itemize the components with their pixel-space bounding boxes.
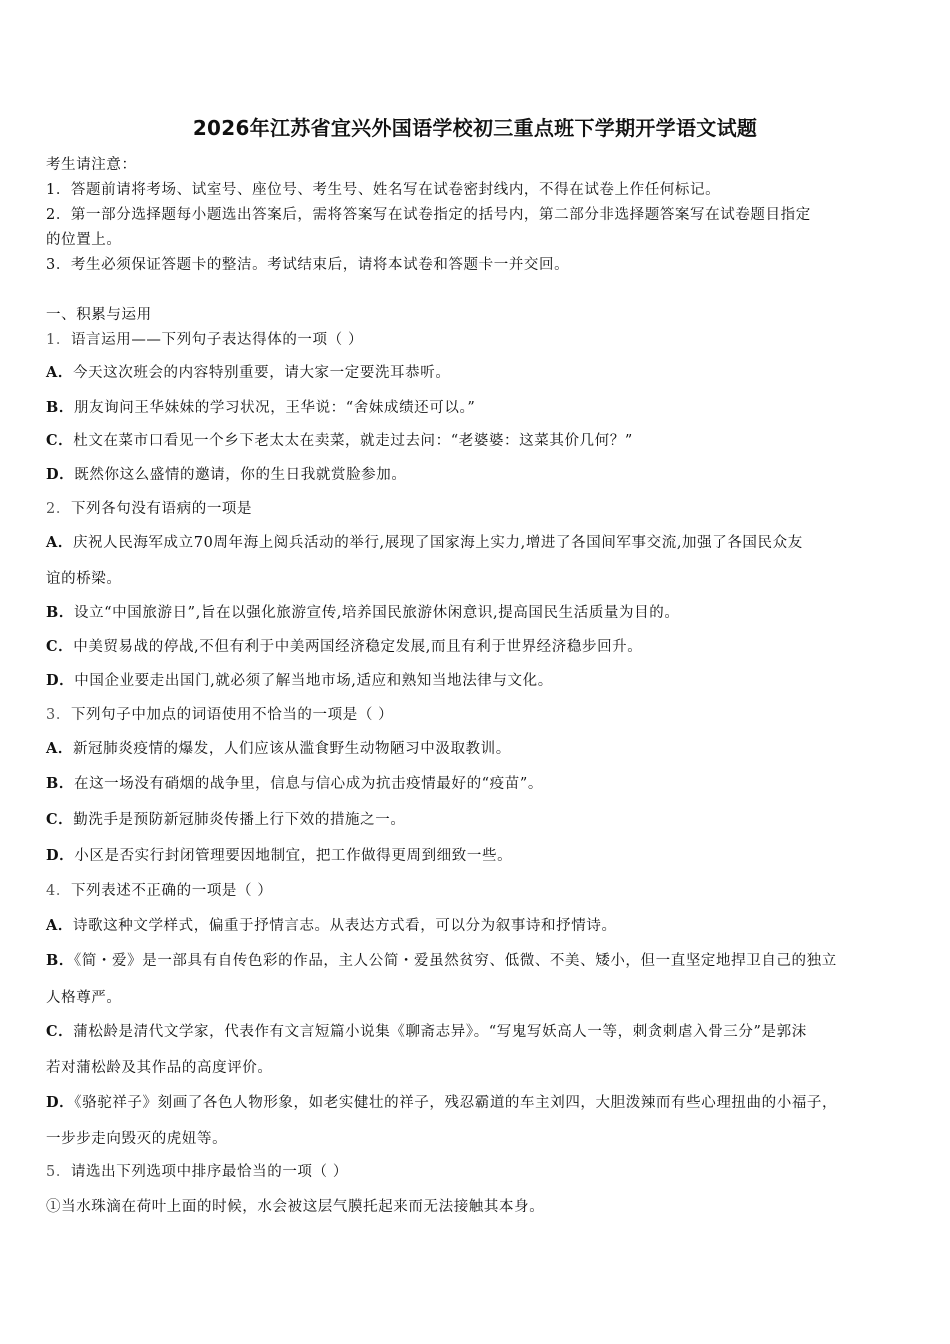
option-label: B． (46, 399, 74, 416)
option-label: C． (46, 432, 74, 449)
question-1-stem (46, 328, 363, 349)
question-text: 下列句子中加点的词语使用不恰当的一项是（ ） (70, 707, 394, 723)
q4-option-d[interactable] (46, 1091, 837, 1112)
option-label: D． (46, 1094, 75, 1111)
q5-sentence-1: ①当水珠滴在荷叶上面的时候，水会被这层气膜托起来而无法接触其本身。 (46, 1199, 545, 1215)
page-title: 2026年江苏省宜兴外国语学校初三重点班下学期开学语文试题 (192, 116, 758, 140)
option-label: D． (46, 847, 75, 864)
option-text: 新冠肺炎疫情的爆发，人们应该从滥食野生动物陋习中汲取教训。 (72, 741, 511, 757)
option-text: 既然你这么盛情的邀请，你的生日我就赏脸参加。 (74, 467, 407, 483)
notice-line-3: 3．考生必须保证答题卡的整洁。考试结束后，请将本试卷和答题卡一并交回。 (46, 257, 570, 273)
option-label: D． (46, 672, 75, 689)
q3-option-d[interactable] (46, 844, 512, 865)
option-label: A． (46, 917, 73, 934)
q2-option-b[interactable] (46, 601, 679, 622)
question-text: 请选出下列选项中排序最恰当的一项（ ） (70, 1164, 348, 1180)
q4-option-c[interactable] (46, 1020, 807, 1041)
option-text: 杜文在菜市口看见一个乡下老太太在卖菜，就走过去问：“老婆婆：这菜其价几何？” (73, 433, 633, 449)
notice-line-2: 2．第一部分选择题每小题选出答案后，需将答案写在试卷指定的括号内，第二部分非选择题答案写在试卷题目指定 (46, 207, 811, 223)
q2-option-a[interactable] (46, 531, 803, 552)
option-text: 今天这次班会的内容特别重要，请大家一定要洗耳恭听。 (72, 365, 451, 381)
question-4-stem (46, 879, 272, 900)
option-text: 《简・爱》是一部具有自传色彩的作品，主人公简・爱虽然贫穷、低微、不美、矮小，但一直坚定地捍卫自己的独立 (73, 953, 837, 969)
q1-option-b[interactable] (46, 396, 475, 417)
question-text: 下列表述不正确的一项是（ ） (70, 883, 273, 899)
option-text: 朋友询问王华妹妹的学习状况，王华说：“舍妹成绩还可以。” (73, 400, 476, 416)
question-text: 语言运用——下列句子表达得体的一项（ ） (70, 332, 364, 348)
question-number: 1． (46, 332, 71, 348)
q3-option-a[interactable] (46, 737, 511, 758)
option-label: B． (46, 604, 74, 621)
q4-option-b[interactable] (46, 949, 837, 970)
q4-option-b-cont: 人格尊严。 (46, 990, 122, 1006)
option-label: C． (46, 1023, 74, 1040)
question-number: 3． (46, 707, 71, 723)
option-text: 《骆驼祥子》刻画了各色人物形象，如老实健壮的祥子，残忍霸道的车主刘四，大胆泼辣而有些心理扭曲的小福子， (74, 1095, 838, 1111)
q2-option-a-cont: 谊的桥梁。 (46, 571, 122, 587)
q4-option-a[interactable] (46, 914, 617, 935)
q4-option-d-cont: 一步步走向毁灭的虎妞等。 (46, 1131, 228, 1147)
option-text: 小区是否实行封闭管理要因地制宜，把工作做得更周到细致一些。 (74, 848, 513, 864)
section-heading: 一、积累与运用 (46, 307, 152, 323)
q1-option-d[interactable] (46, 463, 406, 484)
option-label: D． (46, 466, 75, 483)
q3-option-b[interactable] (46, 772, 543, 793)
q1-option-c[interactable] (46, 429, 633, 450)
option-text: 中国企业要走出国门,就必须了解当地市场,适应和熟知当地法律与文化。 (74, 673, 553, 689)
q4-option-c-cont: 若对蒲松龄及其作品的高度评价。 (46, 1060, 273, 1076)
question-number: 4． (46, 883, 71, 899)
notice-line-2-cont: 的位置上。 (46, 232, 122, 248)
q2-option-d[interactable] (46, 669, 553, 690)
notice-heading: 考生请注意： (46, 157, 137, 173)
option-label: A． (46, 740, 73, 757)
question-number: 5． (46, 1164, 71, 1180)
option-label: B． (46, 775, 74, 792)
notice-line-1: 1．答题前请将考场、试室号、座位号、考生号、姓名写在试卷密封线内，不得在试卷上作任何标记。 (46, 182, 721, 198)
option-text: 中美贸易战的停战,不但有利于中美两国经济稳定发展,而且有利于世界经济稳步回升。 (73, 639, 643, 655)
q3-option-c[interactable] (46, 808, 405, 829)
option-label: B． (46, 952, 74, 969)
q1-option-a[interactable] (46, 361, 450, 382)
option-text: 勤洗手是预防新冠肺炎传播上行下效的措施之一。 (73, 812, 406, 828)
option-text: 诗歌这种文学样式，偏重于抒情言志。从表达方式看，可以分为叙事诗和抒情诗。 (72, 918, 617, 934)
question-3-stem (46, 703, 393, 724)
question-5-stem (46, 1160, 348, 1181)
option-label: A． (46, 364, 73, 381)
question-2-stem (46, 497, 252, 518)
option-text: 庆祝人民海军成立70周年海上阅兵活动的举行,展现了国家海上实力,增进了各国间军事交流,加强了各国民众友 (72, 535, 803, 551)
option-text: 在这一场没有硝烟的战争里，信息与信心成为抗击疫情最好的“疫苗”。 (73, 776, 543, 792)
question-number: 2． (46, 501, 71, 517)
option-label: C． (46, 811, 74, 828)
question-text: 下列各句没有语病的一项是 (70, 501, 253, 517)
option-text: 蒲松龄是清代文学家，代表作有文言短篇小说集《聊斋志异》。“写鬼写妖高人一等，刺贪刺虐入骨三分”是郭沫 (73, 1024, 807, 1040)
q2-option-c[interactable] (46, 635, 642, 656)
option-label: A． (46, 534, 73, 551)
option-label: C． (46, 638, 74, 655)
option-text: 设立“中国旅游日”,旨在以强化旅游宣传,培养国民旅游休闲意识,提高国民生活质量为目的。 (73, 605, 680, 621)
